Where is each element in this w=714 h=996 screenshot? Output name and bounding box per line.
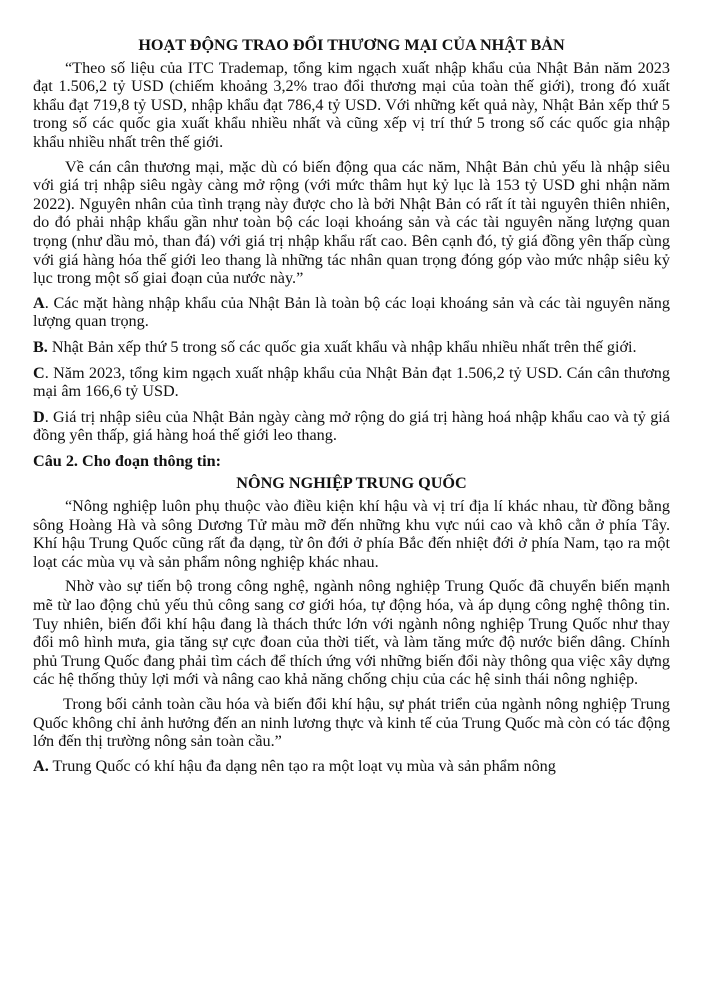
section-title: NÔNG NGHIỆP TRUNG QUỐC bbox=[236, 474, 467, 493]
paragraph: Về cán cân thương mại, mặc dù có biến động qua các năm, Nhật Bản chủ yếu là nhập siêu với giá trị nhập siêu ngày càng mở rộng (với mức thâm hụt kỷ lục là 153 tỷ USD ghi nhận năm 2022). Nguyên nhân của tình trạng này được cho là bởi Nhật Bản có rất ít tài nguyên thiên nhiên, do đó phải nhập khẩu gần như toàn bộ các loại khoáng sản và các tài nguyên năng lượng quan trọng (như dầu mỏ, than đá) với giá trị nhập khẩu rất cao. Bên cạnh đó, tỷ giá đồng yên thấp cùng với giá hàng hóa thế giới leo thang là những tác nhân quan trọng đóng góp vào mức nhập siêu kỷ lục trong một số giai đoạn của nước này.” bbox=[33, 157, 670, 288]
paragraph: Trong bối cảnh toàn cầu hóa và biến đổi khí hậu, sự phát triển của ngành nông nghiệp Trung Quốc không chỉ ảnh hưởng đến an ninh lương thực và kinh tế của Trung Quốc mà còn có tác động lớn đến thị trường nông sản toàn cầu.” bbox=[33, 695, 670, 751]
option-text: Nhật Bản xếp thứ 5 trong số các quốc gia xuất khẩu và nhập khẩu nhiều nhất trên thế giới. bbox=[47, 337, 637, 356]
option-letter: A bbox=[33, 293, 45, 312]
option-text: . Giá trị nhập siêu của Nhật Bản ngày càng mở rộng do giá trị hàng hoá nhập khẩu cao và tỷ giá đồng yên thấp, giá hàng hoá thế giới leo thang. bbox=[33, 407, 670, 445]
option-text: Trung Quốc có khí hậu đa dạng nên tạo ra một loạt vụ mùa và sản phẩm nông bbox=[48, 756, 556, 775]
option-letter: C bbox=[33, 363, 45, 382]
answer-option-c bbox=[33, 364, 670, 401]
option-text: . Năm 2023, tổng kim ngạch xuất nhập khẩu của Nhật Bản đạt 1.506,2 tỷ USD. Cán cân thương mại âm 166,6 tỷ USD. bbox=[33, 363, 670, 401]
option-letter: A. bbox=[33, 756, 49, 775]
question-heading: Câu 2. Cho đoạn thông tin: bbox=[33, 451, 222, 470]
answer-option-b bbox=[33, 338, 670, 357]
option-letter: B. bbox=[33, 337, 48, 356]
answer-option-a bbox=[33, 757, 670, 776]
option-letter: D bbox=[33, 407, 45, 426]
paragraph: “Theo số liệu của ITC Trademap, tổng kim ngạch xuất nhập khẩu của Nhật Bản năm 2023 đạt 1.506,2 tỷ USD (chiếm khoảng 3,2% trao đổi thương mại của toàn thế giới), trong đó xuất khẩu đạt 719,8 tỷ USD, nhập khẩu đạt 786,4 tỷ USD. Với những kết quả này, Nhật Bản xếp thứ 5 trong số các quốc gia xuất khẩu nhiều nhất và cũng xếp vị trí thứ 5 trong số các quốc gia nhập khẩu nhiều nhất trên thế giới. bbox=[33, 58, 670, 151]
section-title: HOẠT ĐỘNG TRAO ĐỔI THƯƠNG MẠI CỦA NHẬT BẢN bbox=[138, 36, 565, 54]
paragraph: “Nông nghiệp luôn phụ thuộc vào điều kiện khí hậu và vị trí địa lí khác nhau, từ đồng bằng sông Hoàng Hà và sông Dương Tử màu mỡ đến những khu vực núi cao và khô cằn ở phía Tây. Khí hậu Trung Quốc cũng rất đa dạng, từ ôn đới ở phía Bắc đến nhiệt đới ở phía Nam, tạo ra một loạt các mùa vụ và sản phẩm nông nghiệp khác nhau. bbox=[33, 497, 670, 571]
answer-option-d bbox=[33, 408, 670, 445]
answer-option-a bbox=[33, 294, 670, 331]
option-text: . Các mặt hàng nhập khẩu của Nhật Bản là toàn bộ các loại khoáng sản và các tài nguyên năng lượng quan trọng. bbox=[33, 293, 670, 331]
paragraph: Nhờ vào sự tiến bộ trong công nghệ, ngành nông nghiệp Trung Quốc đã chuyển biến mạnh mẽ từ lao động chủ yếu thủ công sang cơ giới hóa, tự động hóa, và áp dụng công nghệ thông tin. Tuy nhiên, biến đổi khí hậu đang là thách thức lớn với ngành nông nghiệp Trung Quốc như thay đổi mô hình mưa, gia tăng sự cực đoan của thời tiết, và làm tăng mức độ nước biển dâng. Chính phủ Trung Quốc đang phải tìm cách để thích ứng với những biến đổi này thông qua việc xây dựng các hệ thống thủy lợi mới và nâng cao khả năng chống chịu của các hệ sinh thái nông nghiệp. bbox=[33, 577, 670, 689]
